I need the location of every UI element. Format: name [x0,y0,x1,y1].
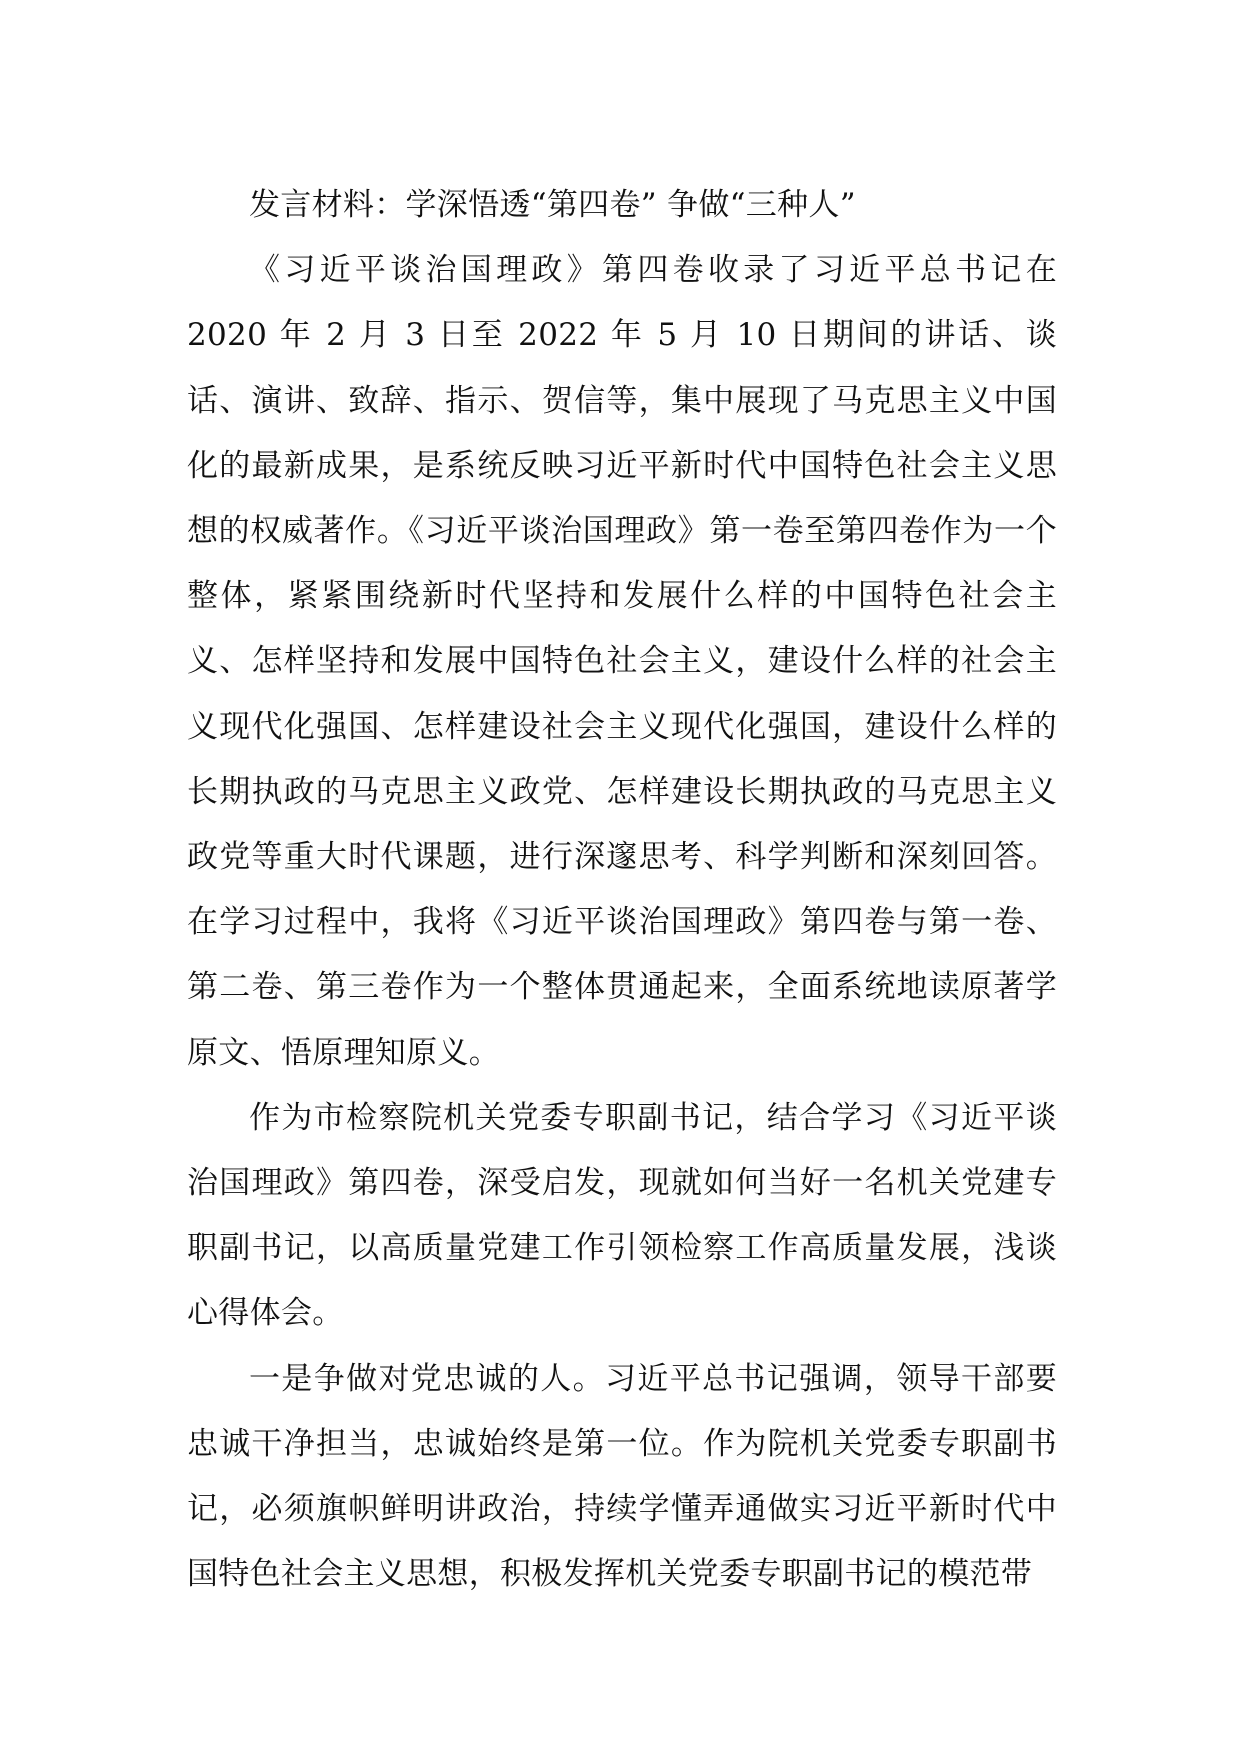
document-title: 发言材料：学深悟透“第四卷” 争做“三种人” [249,187,856,223]
paragraph-intro: 《习近平谈治国理政》第四卷收录了习近平总书记在 2020 年 2 月 3 日至 2022 年 5 月 10 日期间的讲话、谈话、演讲、致辞、指示、贺信等，集中展现了马克思主义中国化的最新成果，是系统反映习近平新时代中国特色社会主义思想的权威著作。《习近平谈治国理政》第一卷至第四卷作为一个整体，紧紧围绕新时代坚持和发展什么样的中国特色社会主义、怎样坚持和发展中国特色社会主义，建设什么样的社会主义现代化强国、怎样建设社会主义现代化强国，建设什么样的长期执政的马克思主义政党、怎样建设长期执政的马克思主义政党等重大时代课题，进行深邃思考、科学判断和深刻回答。在学习过程中，我将《习近平谈治国理政》第四卷与第一卷、第二卷、第三卷作为一个整体贯通起来，全面系统地读原著学原文、悟原理知原义。 [187,252,1057,1071]
paragraph-role: 作为市检察院机关党委专职副书记，结合学习《习近平谈治国理政》第四卷，深受启发，现就如何当好一名机关党建专职副书记，以高质量党建工作引领检察工作高质量发展，浅谈心得体会。 [187,1099,1057,1332]
paragraph-loyalty: 一是争做对党忠诚的人。习近平总书记强调，领导干部要忠诚干净担当，忠诚始终是第一位。作为院机关党委专职副书记，必须旗帜鲜明讲政治，持续学懂弄通做实习近平新时代中国特色社会主义思想，积极发挥机关党委专职副书记的模范带 [187,1360,1057,1593]
document-body [187,173,1057,1607]
